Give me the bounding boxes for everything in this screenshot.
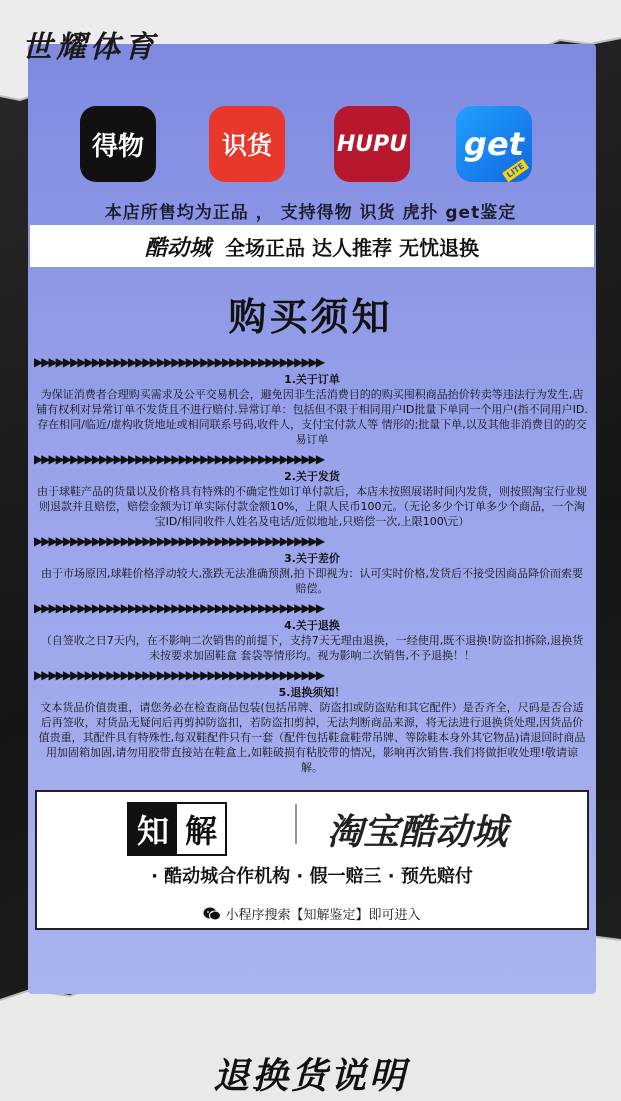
bottom-title: 退换货说明 [212, 1056, 408, 1097]
section-shipping [34, 453, 590, 529]
get-logo-label: get [464, 125, 524, 163]
promo-partner-line: · 酷动城合作机构 · 假一赔三 · 预先赔付 [151, 866, 473, 887]
dewu-logo [80, 106, 156, 182]
banner-brand: 酷动城 [145, 235, 212, 261]
zhijie-logo-right: 解 [177, 804, 225, 854]
brand-script: 世耀体育 [22, 30, 158, 65]
section-body: （自签收之日7天内，在不影响二次销售的前提下，支持7天无理由退换，一经使用,既不退换!防盗扣拆除,退换货未按要求加固鞋盒 套袋等情形均。视为影响二次销售,不予退换！！ [40, 634, 584, 662]
store-banner [30, 225, 594, 267]
get-logo [456, 106, 532, 182]
arrow-divider: ▶▶▶▶▶▶▶▶▶▶▶▶▶▶▶▶▶▶▶▶▶▶▶▶▶▶▶▶▶▶▶▶▶▶▶▶▶▶▶▶ [34, 534, 324, 548]
arrow-divider: ▶▶▶▶▶▶▶▶▶▶▶▶▶▶▶▶▶▶▶▶▶▶▶▶▶▶▶▶▶▶▶▶▶▶▶▶▶▶▶▶ [34, 601, 324, 615]
shihuo-logo-label: 识货 [221, 131, 272, 160]
section-heading: 5.退换须知！ [278, 686, 346, 699]
promo-mini-program [37, 904, 587, 923]
promo-divider [295, 804, 297, 844]
hupu-logo [334, 106, 410, 182]
promo-shop-name: 淘宝酷动城 [327, 812, 508, 853]
authenticity-statement: 本店所售均为正品 ， 支持得物 识货 虎扑 get鉴定 [104, 203, 517, 223]
section-heading: 2.关于发货 [284, 470, 340, 483]
section-body: 由于球鞋产品的货量以及价格具有特殊的不确定性如订单付款后，本店未按照展诺时间内发货，则按照淘宝行业规则退款并且赔偿，赔偿金额为订单实际付款金额10%，上限人民币100元。（无论多少个订单多少个商品，一个淘宝ID/相同收件人姓名及电话/近似地址,只赔偿一次,上限100\元） [37, 485, 587, 528]
section-body: 为保证消费者合理购买需求及公平交易机会，避免因非生活消费目的的购买囤积商品抬价转卖等违法行为发生,店铺有权利对异常订单不发货且不进行赔付.异常订单：包括但不限于相同用户ID批量下单同一个用户(指不同用户ID.存在相同/临近/虚构收货地址或相同联系号码,收件人，支付宝付款人等 情形的;批量下单,以及其他非消费目的的交易订单 [36, 388, 588, 446]
zhijie-promo-card [35, 790, 589, 930]
dewu-logo-label: 得物 [91, 131, 144, 162]
section-heading: 1.关于订单 [284, 373, 340, 386]
arrow-divider: ▶▶▶▶▶▶▶▶▶▶▶▶▶▶▶▶▶▶▶▶▶▶▶▶▶▶▶▶▶▶▶▶▶▶▶▶▶▶▶▶ [34, 452, 324, 466]
arrow-divider: ▶▶▶▶▶▶▶▶▶▶▶▶▶▶▶▶▶▶▶▶▶▶▶▶▶▶▶▶▶▶▶▶▶▶▶▶▶▶▶▶ [34, 668, 324, 682]
section-heading: 4.关于退换 [284, 619, 340, 632]
promo-mini-text: 小程序搜索【知解鉴定】即可进入 [225, 908, 421, 923]
wechat-icon [203, 907, 221, 921]
banner-slogan: 全场正品 达人推荐 无忧退换 [225, 235, 479, 260]
section-orders [34, 356, 590, 447]
section-body: 文本货品价值贵重，请您务必在检查商品包装(包括吊牌、防盗扣或防盗贴和其它配件）是否齐全，尺码是否合适后再签收，对货品无疑问后再剪掉防盗扣，若防盗扣剪掉，无法判断商品来源，将无法进行退换货处理,因货品价值贵重，其配件具有特殊性,每双鞋配件只有一套（配件包括鞋盒鞋带吊牌、等除鞋本身外其它物品)请退回时商品用加固箱加固,请勿用胶带直接站在鞋盒上,如鞋破损有粘胶带的情况，影响再次销售.我们将做拒收处理!敬请谅解。 [38, 701, 586, 774]
section-return-notice [34, 669, 590, 775]
section-body: 由于市场原因,球鞋价格浮动较大,涨跌无法准确预测,拍下即视为：认可实时价格,发货后不接受因商品降价而索要赔偿。 [41, 567, 583, 595]
get-lite-badge: LITE [502, 159, 529, 182]
section-returns [34, 602, 590, 663]
section-heading: 3.关于差价 [284, 552, 340, 565]
arrow-divider: ▶▶▶▶▶▶▶▶▶▶▶▶▶▶▶▶▶▶▶▶▶▶▶▶▶▶▶▶▶▶▶▶▶▶▶▶▶▶▶▶ [34, 355, 324, 369]
notice-sections [34, 356, 590, 781]
notice-title: 购买须知 [228, 295, 393, 339]
shihuo-logo [209, 106, 285, 182]
zhijie-logo [127, 802, 227, 856]
hupu-logo-label: HUPU [336, 131, 408, 157]
zhijie-logo-left: 知 [129, 804, 177, 854]
section-price-difference [34, 535, 590, 596]
